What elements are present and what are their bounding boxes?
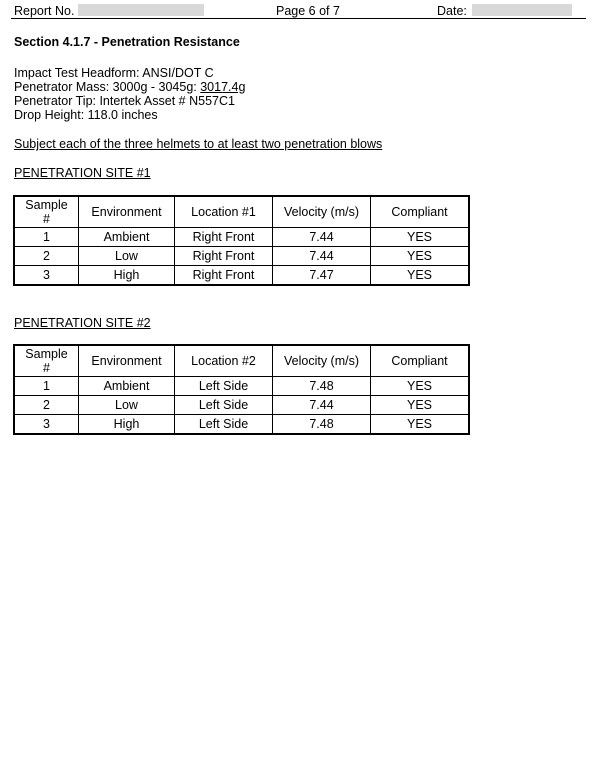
cell-location: Left Side	[175, 415, 273, 435]
section-title: Section 4.1.7 - Penetration Resistance	[14, 35, 240, 49]
cell-sample: 1	[14, 228, 79, 247]
test-info	[14, 66, 245, 122]
cell-sample: 1	[14, 377, 79, 396]
table-row	[14, 247, 469, 266]
cell-velocity: 7.44	[273, 396, 371, 415]
cell-compliant: YES	[371, 247, 470, 266]
table-header-row	[14, 345, 469, 377]
cell-velocity: 7.47	[273, 266, 371, 286]
cell-sample: 3	[14, 266, 79, 286]
report-number-redacted	[78, 4, 204, 16]
header-velocity: Velocity (m/s)	[273, 196, 371, 228]
mass-prefix: Penetrator Mass: 3000g - 3045g:	[14, 80, 201, 94]
cell-environment: Ambient	[79, 377, 175, 396]
header-compliant: Compliant	[371, 345, 470, 377]
header-location: Location #1	[175, 196, 273, 228]
table-row	[14, 396, 469, 415]
header-environment: Environment	[79, 196, 175, 228]
cell-velocity: 7.44	[273, 247, 371, 266]
header-environment: Environment	[79, 345, 175, 377]
cell-environment: High	[79, 415, 175, 435]
cell-compliant: YES	[371, 396, 470, 415]
cell-velocity: 7.44	[273, 228, 371, 247]
mass-line	[14, 80, 245, 94]
page-header	[0, 0, 600, 22]
cell-velocity: 7.48	[273, 415, 371, 435]
cell-location: Left Side	[175, 396, 273, 415]
site-2-title: PENETRATION SITE #2	[14, 316, 151, 330]
cell-environment: Low	[79, 396, 175, 415]
header-compliant: Compliant	[371, 196, 470, 228]
cell-compliant: YES	[371, 415, 470, 435]
date-redacted	[472, 4, 572, 16]
table-row	[14, 266, 469, 286]
site-1-title: PENETRATION SITE #1	[14, 166, 151, 180]
cell-compliant: YES	[371, 266, 470, 286]
table-header-row	[14, 196, 469, 228]
cell-location: Left Side	[175, 377, 273, 396]
tip-line: Penetrator Tip: Intertek Asset # N557C1	[14, 94, 235, 108]
cell-environment: Ambient	[79, 228, 175, 247]
mass-value: 3017.4g	[200, 80, 246, 94]
table-row	[14, 228, 469, 247]
header-location: Location #2	[175, 345, 273, 377]
header-velocity: Velocity (m/s)	[273, 345, 371, 377]
cell-compliant: YES	[371, 228, 470, 247]
cell-velocity: 7.48	[273, 377, 371, 396]
instruction-text: Subject each of the three helmets to at least two penetration blows	[14, 137, 383, 151]
cell-environment: Low	[79, 247, 175, 266]
cell-sample: 3	[14, 415, 79, 435]
date-label: Date:	[437, 4, 467, 18]
drop-height-line: Drop Height: 118.0 inches	[14, 108, 158, 122]
cell-compliant: YES	[371, 377, 470, 396]
header-sample: Sample #	[14, 345, 79, 377]
cell-location: Right Front	[175, 266, 273, 286]
cell-environment: High	[79, 266, 175, 286]
cell-sample: 2	[14, 247, 79, 266]
header-divider	[11, 18, 586, 19]
table-row	[14, 415, 469, 435]
site-1-table	[13, 195, 470, 286]
header-sample: Sample #	[14, 196, 79, 228]
report-number-label: Report No.	[14, 4, 75, 18]
page-number: Page 6 of 7	[276, 4, 340, 18]
cell-location: Right Front	[175, 228, 273, 247]
cell-sample: 2	[14, 396, 79, 415]
table-row	[14, 377, 469, 396]
site-2-table	[13, 344, 470, 435]
cell-location: Right Front	[175, 247, 273, 266]
headform-line: Impact Test Headform: ANSI/DOT C	[14, 66, 214, 80]
